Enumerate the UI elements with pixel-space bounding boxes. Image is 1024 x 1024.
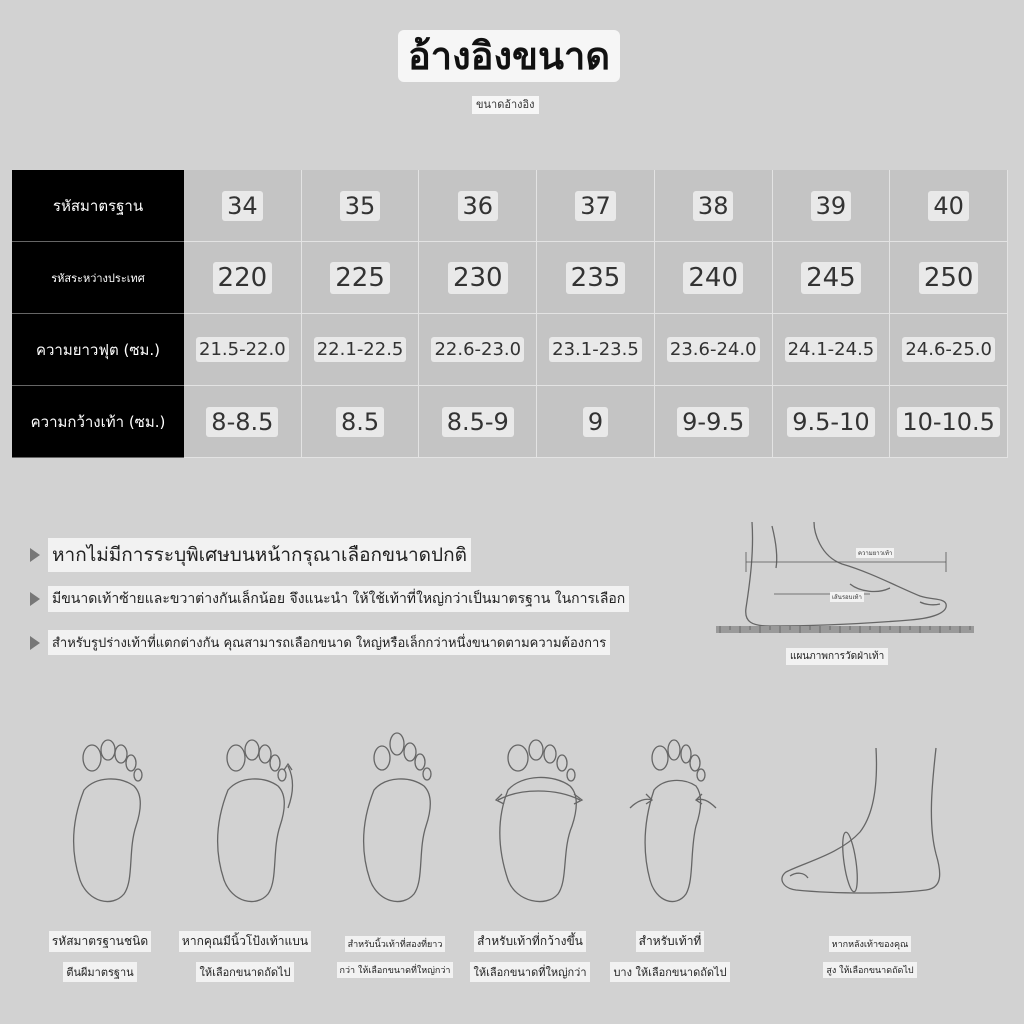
cell-value: 9.5-10 [787,407,874,437]
table-cell [302,314,420,386]
cell-value: 240 [683,262,743,294]
table-cell [419,386,537,458]
foot-flat-big-toe-icon [194,730,314,910]
caption-line: สำหรับนิ้วเท้าที่สองที่ยาว [345,936,446,952]
caption-line: หากคุณมีนิ้วโป้งเท้าแบน [179,931,311,952]
caption-line: สำหรับเท้าที่กว้างขึ้น [474,931,586,952]
table-cell [302,242,420,314]
table-cell [302,386,420,458]
table-cell [184,386,302,458]
table-cell [419,242,537,314]
foot-caption [40,930,160,982]
cell-value: 8-8.5 [206,407,278,437]
table-cell [773,242,891,314]
caption-line: หากหลังเท้าของคุณ [829,936,912,952]
foot-long-second-toe-icon [340,730,460,910]
table-cell [773,170,891,242]
foot-caption [330,932,460,978]
cell-value: 220 [213,262,273,294]
cell-value: 40 [928,191,969,221]
table-cell [184,314,302,386]
triangle-right-icon [30,636,40,650]
cell-value: 34 [222,191,263,221]
note-text: หากไม่มีการระบุพิเศษบนหน้ากรุณาเลือกขนาดปกติ [48,538,471,572]
length-label: ความยาวเท้า [858,550,893,557]
table-cell [890,170,1008,242]
foot-standard-icon [50,730,170,910]
table-cell [655,170,773,242]
cell-value: 39 [811,191,852,221]
table-cell [537,170,655,242]
cell-value: 22.6-23.0 [431,337,524,362]
note-item [30,630,610,655]
triangle-right-icon [30,548,40,562]
caption-line: สำหรับเท้าที่ [636,931,705,952]
table-cell [655,386,773,458]
cell-value: 225 [330,262,390,294]
note-text: มีขนาดเท้าซ้ายและขวาต่างกันเล็กน้อย จึงแนะนำ ให้ใช้เท้าที่ใหญ่กว่าเป็นมาตรฐาน ในการเลือก [48,586,629,612]
table-cell [184,242,302,314]
cell-value: 245 [801,262,861,294]
measure-diagram-caption: แผนภาพการวัดฝ่าเท้า [786,648,888,665]
row-header-foot-width: ความกว้างเท้า (ซม.) [12,386,184,458]
cell-value: 8.5-9 [442,407,514,437]
cell-value: 9 [583,407,608,437]
caption-line: ให้เลือกขนาดที่ใหญ่กว่า [470,962,589,982]
cell-value: 21.5-22.0 [196,337,289,362]
row-header-foot-length: ความยาวฟุต (ซม.) [12,314,184,386]
row-header-international-code: รหัสระหว่างประเทศ [12,242,184,314]
table-cell [890,242,1008,314]
foot-caption [800,932,940,978]
cell-value: 38 [693,191,734,221]
table-cell [537,242,655,314]
caption-line: รหัสมาตรฐานชนิด [49,931,151,952]
note-text: สำหรับรูปร่างเท้าที่แตกต่างกัน คุณสามารถเลือกขนาด ใหญ่หรือเล็กกว่าหนึ่งขนาดตามความต้องการ [48,630,610,655]
note-item [30,538,471,572]
table-cell [184,170,302,242]
cell-value: 8.5 [336,407,384,437]
triangle-right-icon [30,592,40,606]
foot-thin-icon [616,730,736,910]
caption-line: ให้เลือกขนาดถัดไป [196,962,293,982]
cell-value: 37 [575,191,616,221]
cell-value: 9-9.5 [677,407,749,437]
cell-value: 24.6-25.0 [902,337,995,362]
table-cell [302,170,420,242]
page-title: อ้างอิงขนาด [398,30,620,82]
table-cell [890,386,1008,458]
row-header-standard-code: รหัสมาตรฐาน [12,170,184,242]
foot-caption [175,930,315,982]
foot-caption [608,930,732,982]
table-cell [773,314,891,386]
table-cell [890,314,1008,386]
caption-line: ตีนผีมาตรฐาน [63,962,136,982]
cell-value: 23.6-24.0 [667,337,760,362]
cell-value: 36 [458,191,499,221]
cell-value: 22.1-22.5 [314,337,407,362]
foot-wide-icon [480,730,600,910]
table-cell [419,170,537,242]
cell-value: 10-10.5 [897,407,1000,437]
caption-line: สูง ให้เลือกขนาดถัดไป [823,962,916,978]
table-cell [537,386,655,458]
foot-high-instep-icon [776,744,966,904]
table-cell [773,386,891,458]
table-cell [655,242,773,314]
cell-value: 230 [448,262,508,294]
note-item [30,586,629,612]
page-subtitle: ขนาดอ้างอิง [472,96,539,114]
table-cell [537,314,655,386]
foot-caption [468,930,592,982]
cell-value: 250 [919,262,979,294]
caption-line: กว่า ให้เลือกขนาดที่ใหญ่กว่า [337,962,454,978]
table-cell [419,314,537,386]
cell-value: 24.1-24.5 [785,337,878,362]
table-cell [655,314,773,386]
size-table [12,170,1008,458]
cell-value: 35 [340,191,381,221]
cell-value: 235 [566,262,626,294]
width-label: เส้นรอบเท้า [832,594,862,601]
cell-value: 23.1-23.5 [549,337,642,362]
caption-line: บาง ให้เลือกขนาดถัดไป [610,962,729,982]
